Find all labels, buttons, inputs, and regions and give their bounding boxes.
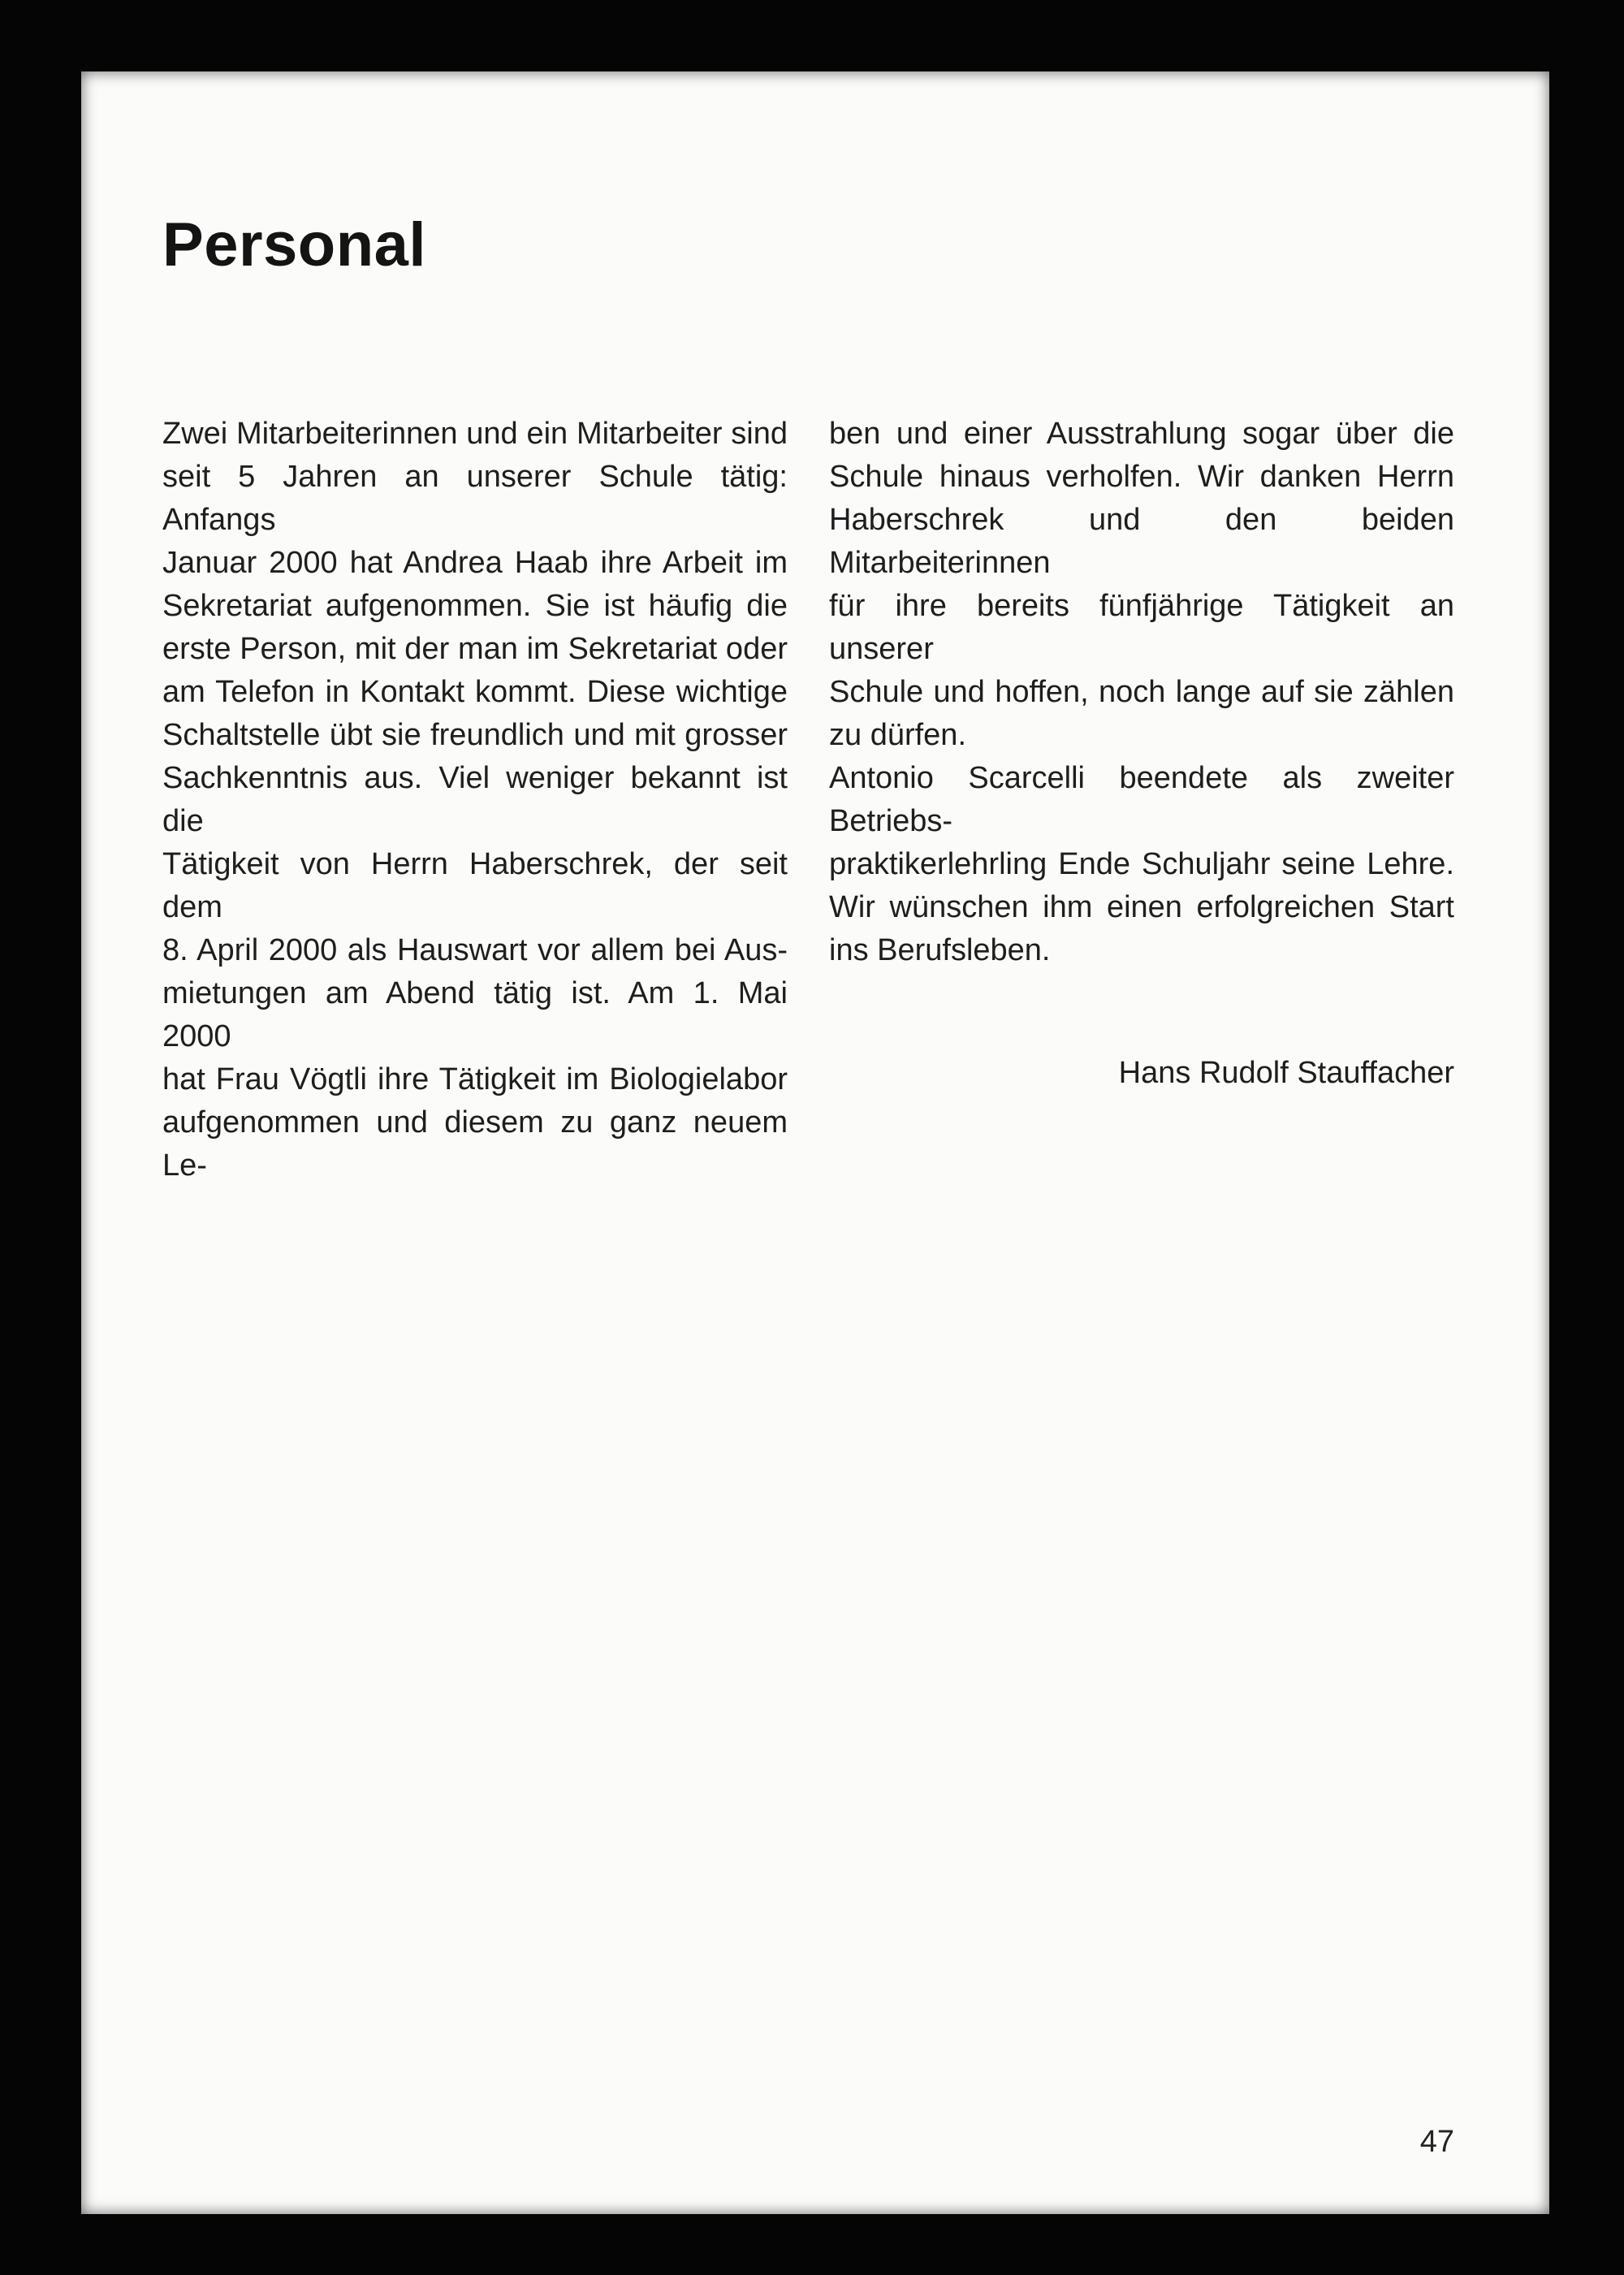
text-line: Schule und hoffen, noch lange auf sie zählen (829, 675, 1454, 709)
text-columns (162, 413, 1454, 1187)
text-line: Sachkenntnis aus. Viel weniger bekannt ist die (162, 761, 788, 838)
text-line: Antonio Scarcelli beendete als zweiter Betriebs- (829, 761, 1454, 838)
paragraph-2 (829, 757, 1454, 972)
text-line: Tätigkeit von Herrn Haberschrek, der seit dem (162, 847, 788, 924)
page-number: 47 (1419, 2125, 1454, 2159)
text-line: praktikerlehrling Ende Schuljahr seine Lehre. (829, 847, 1454, 881)
text-line: Schaltstelle übt sie freundlich und mit grosser (162, 718, 788, 752)
text-line: für ihre bereits fünfjährige Tätigkeit an unserer (829, 589, 1454, 666)
text-line: zu dürfen. (829, 718, 966, 752)
text-line: Zwei Mitarbeiterinnen und ein Mitarbeiter sind (162, 417, 788, 451)
text-line: Sekretariat aufgenommen. Sie ist häufig die (162, 589, 788, 623)
text-line: Schule hinaus verholfen. Wir danken Herrn (829, 460, 1454, 494)
text-line: Wir wünschen ihm einen erfolgreichen Start (829, 890, 1454, 924)
text-line: ben und einer Ausstrahlung sogar über die (829, 417, 1454, 451)
text-line: 8. April 2000 als Hauswart vor allem bei Aus- (162, 933, 788, 967)
text-line: ins Berufsleben. (829, 933, 1051, 967)
right-column (829, 413, 1454, 1187)
text-line: Haberschrek und den beiden Mitarbeiterinnen (829, 503, 1454, 580)
text-line: aufgenommen und diesem zu ganz neuem Le- (162, 1105, 788, 1183)
text-line: seit 5 Jahren an unserer Schule tätig: Anfangs (162, 460, 788, 537)
signature: Hans Rudolf Stauffacher (1118, 1056, 1454, 1090)
page-title: Personal (162, 210, 427, 279)
text-line: Januar 2000 hat Andrea Haab ihre Arbeit im (162, 546, 788, 580)
text-line: erste Person, mit der man im Sekretariat oder (162, 632, 788, 666)
text-line: am Telefon in Kontakt kommt. Diese wichtige (162, 675, 788, 709)
paragraph-1 (829, 413, 1454, 757)
text-line: hat Frau Vögtli ihre Tätigkeit im Biologielabor (162, 1062, 788, 1096)
left-column (162, 413, 788, 1187)
text-line: mietungen am Abend tätig ist. Am 1. Mai 2000 (162, 976, 788, 1053)
document-page (81, 71, 1549, 2214)
